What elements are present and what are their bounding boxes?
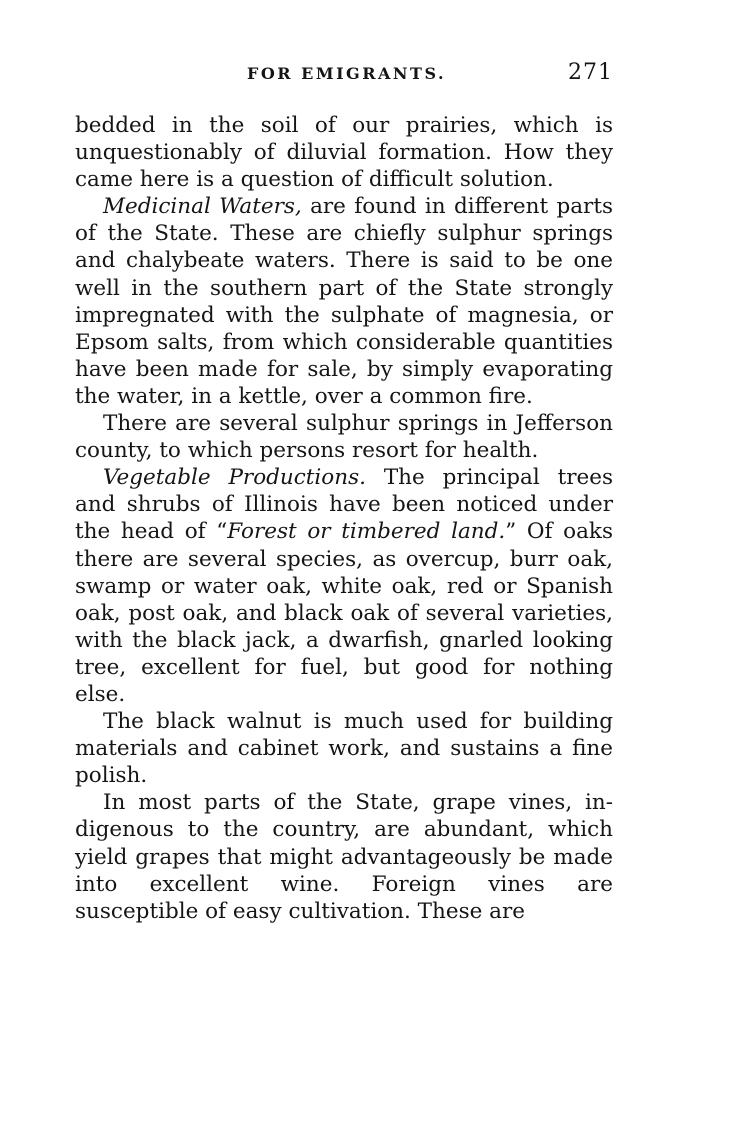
- paragraph-text: The black walnut is much used for building materials and cabinet work, and sustains a fine polish.: [75, 709, 613, 789]
- paragraph-grape-vines: [75, 789, 613, 924]
- paragraph-vegetable-productions: [75, 464, 613, 708]
- running-head: FOR EMIGRANTS.: [247, 64, 447, 83]
- page-header: [75, 60, 615, 92]
- paragraph-black-walnut: [75, 708, 613, 789]
- section-heading-italic: Vegetable Productions.: [103, 465, 366, 491]
- paragraph-text: ” Of oaks there are several species, as overcup, burr oak, swamp or water oak, white oak, red or Spanish oak, post oak, and black oak of several varieties, with the black jack, a dwarfish, gnarled looking tree, excellent for fuel, but good for nothing else.: [75, 519, 613, 707]
- page-number: 271: [568, 60, 613, 85]
- paragraph-medicinal-waters: [75, 193, 613, 410]
- body-text: [75, 112, 613, 925]
- paragraph-text: bedded in the soil of our prairies, which is unquestionably of diluvial formation. How they came here is a question of difficult solution.: [75, 113, 613, 193]
- paragraph-text: The principal trees and shrubs of Illinois have been noticed under the head of “: [75, 465, 614, 545]
- quoted-italic-text: Forest or timbered land.: [227, 519, 506, 545]
- paragraph-continued: [75, 112, 613, 193]
- paragraph-text: In most parts of the State, grape vines, indigenous to the country, are abundant, which yield grapes that might advantageously be made into excellent wine. Foreign vines are susceptible of easy cultivation. These are: [75, 790, 613, 924]
- paragraph-text: There are several sulphur springs in Jefferson county, to which persons resort for health.: [75, 411, 613, 464]
- paragraph-text: are found in different parts of the State. These are chiefly sulphur springs and chalybeate waters. There is said to be one well in the southern part of the State strongly impregnated with the sulphate of magnesia, or Epsom salts, from which considerable quantities have been made for sale, by simply evaporating the water, in a kettle, over a common fire.: [75, 194, 613, 409]
- section-heading-italic: Medicinal Waters,: [103, 194, 302, 220]
- paragraph-sulphur-springs: [75, 410, 613, 464]
